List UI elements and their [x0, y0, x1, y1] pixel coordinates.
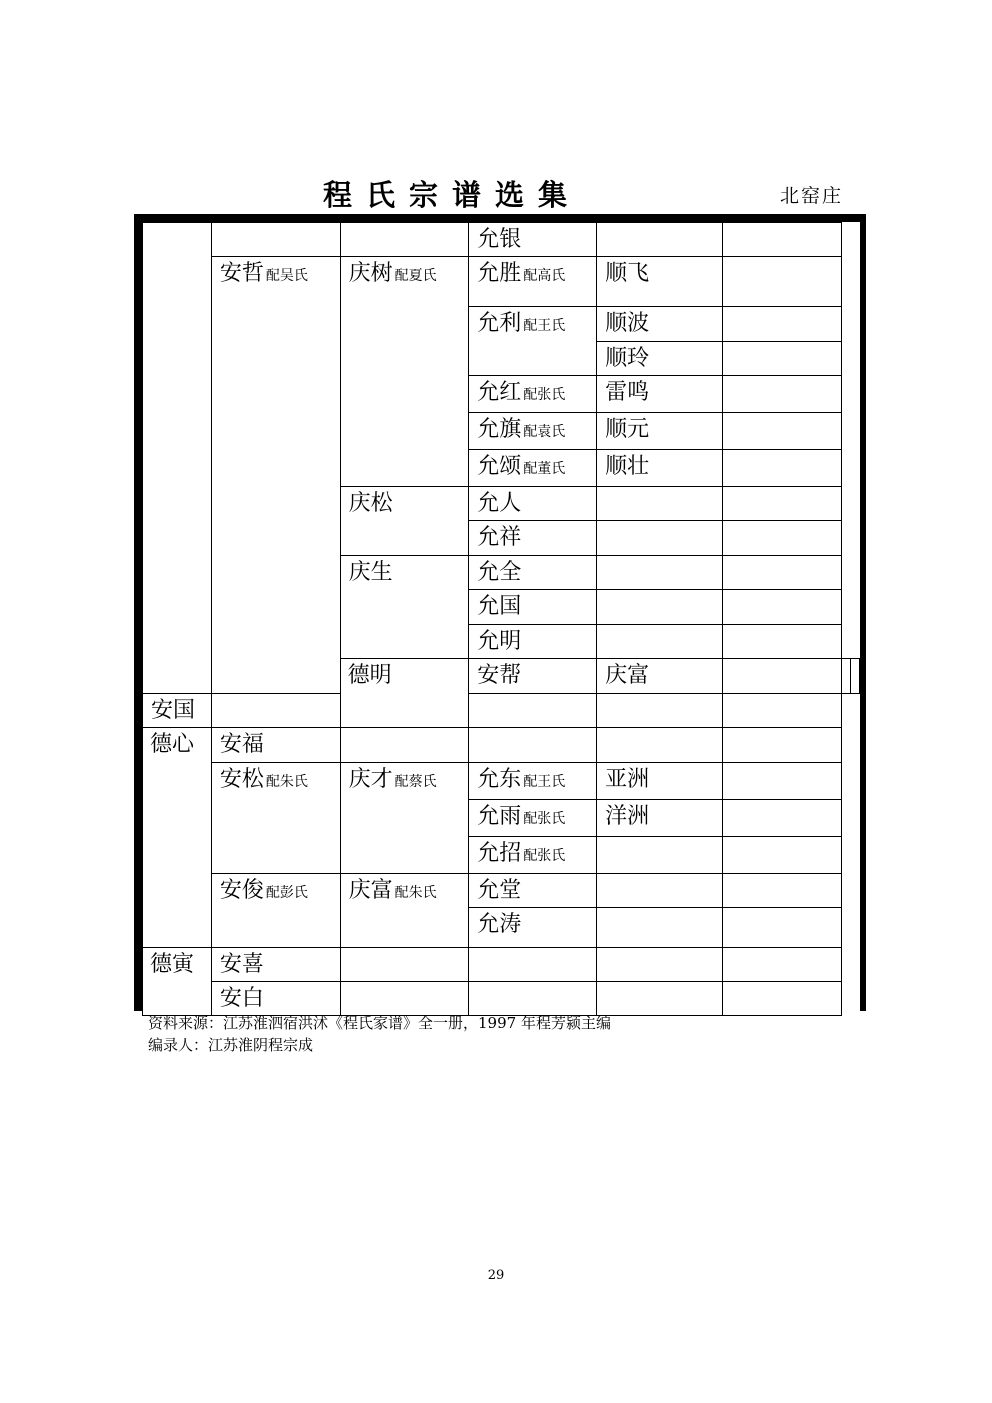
place-label: 北窑庄	[780, 185, 844, 207]
table-cell	[340, 487, 469, 556]
spouse-note: 配夏氏	[394, 268, 437, 284]
table-cell	[469, 659, 597, 694]
table-row	[143, 982, 860, 1016]
table-cell	[340, 874, 469, 948]
person-name: 德寅	[150, 952, 195, 977]
table-cell	[597, 342, 723, 376]
person-name: 安白	[219, 986, 264, 1011]
table-cell	[597, 521, 723, 556]
table-cell	[722, 908, 841, 948]
person-name: 庆树	[348, 261, 393, 286]
person-name: 安喜	[219, 952, 264, 977]
table-cell	[211, 982, 340, 1016]
table-cell	[597, 376, 723, 413]
table-cell	[722, 223, 841, 257]
table-cell	[722, 694, 841, 728]
table-cell	[722, 874, 841, 908]
person-name: 庆富	[605, 663, 650, 688]
table-cell	[722, 521, 841, 556]
table-cell	[469, 908, 597, 948]
person-name: 庆才	[348, 767, 393, 792]
table-cell	[597, 837, 723, 874]
person-name: 亚洲	[605, 767, 650, 792]
table-cell	[469, 625, 597, 659]
person-name: 顺元	[605, 417, 650, 442]
person-name: 安帮	[477, 663, 522, 688]
table-cell	[469, 948, 597, 982]
table-cell	[597, 908, 723, 948]
person-name: 允人	[477, 491, 522, 516]
person-name: 顺飞	[605, 261, 650, 286]
table-cell	[597, 659, 723, 694]
table-cell	[340, 948, 469, 982]
table-cell	[597, 728, 723, 763]
table-cell	[469, 450, 597, 487]
table-cell	[597, 450, 723, 487]
table-cell	[469, 413, 597, 450]
table-cell	[597, 413, 723, 450]
table-cell	[597, 800, 723, 837]
person-name: 顺玲	[605, 346, 650, 371]
recorder-line: 编录人：江苏淮阴程宗成	[148, 1036, 314, 1054]
table-cell	[211, 948, 340, 982]
table-row	[143, 874, 860, 908]
person-name: 允银	[477, 227, 522, 252]
spouse-note: 配张氏	[523, 811, 566, 827]
table-cell	[211, 694, 340, 728]
person-name: 安福	[219, 732, 264, 757]
person-name: 允全	[477, 560, 522, 585]
table-cell	[722, 625, 841, 659]
table-cell	[340, 659, 469, 728]
spouse-note: 配董氏	[523, 461, 566, 477]
table-cell	[143, 948, 212, 1016]
genealogy-grid	[142, 222, 860, 1016]
table-cell	[340, 223, 469, 257]
table-cell	[722, 728, 841, 763]
table-cell	[211, 763, 340, 874]
table-cell	[597, 694, 723, 728]
table-cell	[722, 800, 841, 837]
source-note	[148, 1012, 611, 1056]
table-cell	[722, 487, 841, 521]
table-cell	[597, 625, 723, 659]
spouse-note: 配吴氏	[265, 268, 308, 284]
spouse-note: 配袁氏	[523, 424, 566, 440]
table-cell	[722, 556, 841, 590]
person-name: 允雨	[477, 804, 522, 829]
person-name: 允颂	[477, 454, 522, 479]
person-name: 允明	[477, 629, 522, 654]
table-row	[143, 763, 860, 800]
table-cell	[722, 982, 841, 1016]
table-cell	[722, 307, 841, 342]
table-cell	[340, 728, 469, 763]
spouse-note: 配彭氏	[265, 885, 308, 901]
table-cell	[722, 659, 841, 694]
table-cell	[143, 694, 212, 728]
table-cell	[597, 590, 723, 625]
person-name: 允国	[477, 594, 522, 619]
person-name: 雷鸣	[605, 380, 650, 405]
table-cell	[597, 223, 723, 257]
table-row	[143, 948, 860, 982]
table-cell	[851, 659, 860, 694]
table-cell	[211, 728, 340, 763]
table-cell	[722, 376, 841, 413]
table-cell	[143, 728, 212, 948]
table-cell	[469, 376, 597, 413]
table-cell	[722, 763, 841, 800]
table-cell	[722, 413, 841, 450]
person-name: 洋洲	[605, 804, 650, 829]
table-cell	[597, 257, 723, 307]
table-cell	[340, 257, 469, 487]
table-cell	[469, 982, 597, 1016]
person-name: 庆生	[348, 560, 393, 585]
table-cell	[211, 257, 340, 694]
table-cell	[469, 521, 597, 556]
table-cell	[597, 982, 723, 1016]
person-name: 允旗	[477, 417, 522, 442]
table-cell	[211, 874, 340, 948]
table-cell	[469, 556, 597, 590]
person-name: 安俊	[219, 878, 264, 903]
table-cell	[340, 982, 469, 1016]
table-cell	[722, 257, 841, 307]
person-name: 庆松	[348, 491, 393, 516]
table-row	[143, 694, 860, 728]
table-cell	[469, 728, 597, 763]
table-cell	[469, 800, 597, 837]
table-cell	[469, 487, 597, 521]
table-cell	[469, 694, 597, 728]
table-cell	[597, 556, 723, 590]
table-cell	[722, 450, 841, 487]
table-cell	[143, 223, 212, 694]
table-cell	[340, 763, 469, 874]
table-cell	[469, 874, 597, 908]
person-name: 允胜	[477, 261, 522, 286]
table-row	[143, 223, 860, 257]
spouse-note: 配王氏	[523, 318, 566, 334]
table-cell	[722, 948, 841, 982]
person-name: 允招	[477, 841, 522, 866]
spouse-note: 配高氏	[523, 268, 566, 284]
table-cell	[597, 948, 723, 982]
table-row	[143, 728, 860, 763]
table-cell	[722, 837, 841, 874]
person-name: 庆富	[348, 878, 393, 903]
person-name: 德心	[150, 732, 195, 757]
person-name: 允东	[477, 767, 522, 792]
person-name: 安哲	[219, 261, 264, 286]
table-cell	[211, 223, 340, 257]
table-cell	[469, 257, 597, 307]
source-line: 资料来源：江苏淮泗宿洪沭《程氏家谱》全一册，1997 年程芳颍主编	[148, 1014, 611, 1032]
table-cell	[597, 874, 723, 908]
person-name: 安国	[151, 698, 196, 723]
person-name: 顺波	[605, 311, 650, 336]
person-name: 安松	[219, 767, 264, 792]
table-row	[143, 257, 860, 307]
person-name: 允涛	[477, 912, 522, 937]
person-name: 允红	[477, 380, 522, 405]
person-name: 允祥	[477, 525, 522, 550]
table-cell	[842, 659, 851, 694]
spouse-note: 配张氏	[523, 387, 566, 403]
spouse-note: 配蔡氏	[394, 774, 437, 790]
table-cell	[340, 556, 469, 659]
spouse-note: 配朱氏	[265, 774, 308, 790]
table-cell	[469, 590, 597, 625]
spouse-note: 配朱氏	[394, 885, 437, 901]
table-cell	[597, 307, 723, 342]
person-name: 德明	[347, 663, 392, 688]
document-title: 程氏宗谱选集	[322, 178, 581, 212]
table-cell	[469, 307, 597, 376]
table-cell	[469, 763, 597, 800]
person-name: 顺壮	[605, 454, 650, 479]
genealogy-table	[134, 214, 866, 1011]
spouse-note: 配张氏	[523, 848, 566, 864]
spouse-note: 配王氏	[523, 774, 566, 790]
table-cell	[597, 487, 723, 521]
person-name: 允利	[477, 311, 522, 336]
table-cell	[722, 590, 841, 625]
page-number: 29	[487, 1268, 505, 1283]
table-cell	[722, 342, 841, 376]
table-cell	[469, 223, 597, 257]
table-cell	[597, 763, 723, 800]
table-cell	[469, 837, 597, 874]
person-name: 允堂	[477, 878, 522, 903]
